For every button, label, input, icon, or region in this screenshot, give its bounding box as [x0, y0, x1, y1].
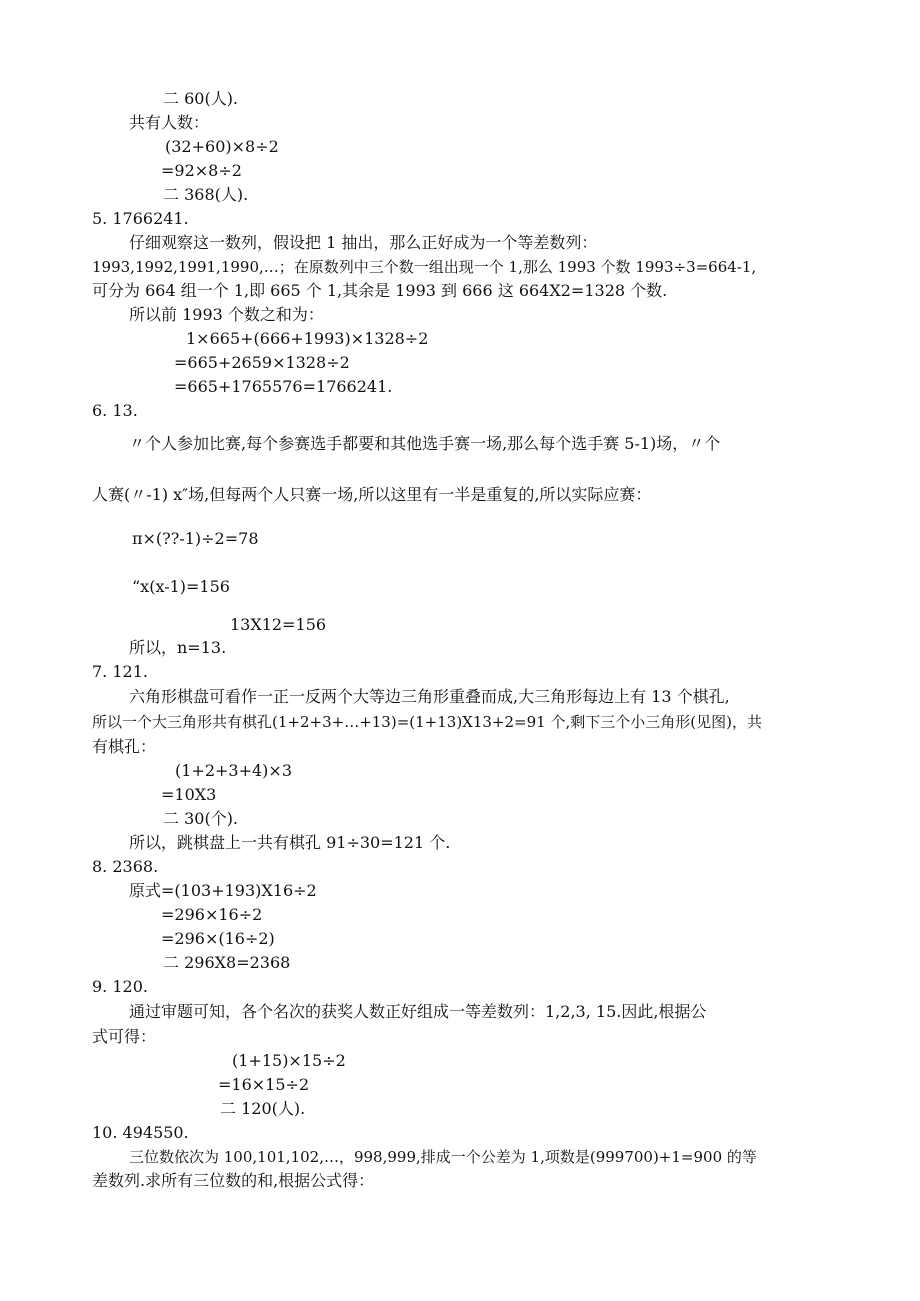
text-line: 有棋孔： — [92, 737, 157, 756]
formula-line: (32+60)×8÷2 — [165, 137, 279, 156]
text-line: 所以，n=13. — [129, 638, 227, 657]
formula-line: =92×8÷2 — [161, 161, 242, 180]
formula-line: =665+2659×1328÷2 — [174, 353, 350, 372]
text-line: 共有人数： — [129, 113, 210, 132]
text-line: 差数列.求所有三位数的和,根据公式得： — [92, 1171, 375, 1190]
text-line: 原式=(103+193)X16÷2 — [129, 881, 317, 900]
formula-line: =296×(16÷2) — [161, 929, 275, 948]
formula-line: 二 30(个). — [163, 809, 239, 828]
answer-heading-10: 10. 494550. — [92, 1123, 189, 1142]
answer-heading-8: 8. 2368. — [92, 857, 159, 876]
formula-line: 二 120(人). — [220, 1099, 306, 1118]
text-line: 所以前 1993 个数之和为： — [129, 305, 324, 324]
text-line: 所以，跳棋盘上一共有棋孔 91÷30=121 个. — [129, 833, 451, 852]
text-line: 所以一个大三角形共有棋孔(1+2+3+…+13)=(1+13)X13+2=91 个,剩下三个小三角形(见图)，共 — [92, 713, 762, 731]
formula-line: =10X3 — [161, 785, 217, 804]
text-line: 二 60(人). — [163, 89, 239, 108]
formula-line: “x(x-1)=156 — [132, 577, 230, 596]
formula-line: 1×665+(666+1993)×1328÷2 — [186, 329, 429, 348]
text-line: 六角形棋盘可看作一正一反两个大等边三角形重叠而成,大三角形每边上有 13 个棋孔, — [129, 687, 730, 706]
answer-heading-6: 6. 13. — [92, 401, 138, 420]
text-line: 仔细观察这一数列，假设把 1 抽出，那么正好成为一个等差数列： — [129, 233, 598, 252]
text-line: 三位数依次为 100,101,102,…，998,999,排成一个公差为 1,项数是(999700)+1=900 的等 — [129, 1148, 757, 1166]
text-line: 式可得： — [92, 1027, 157, 1046]
answer-heading-9: 9. 120. — [92, 977, 148, 996]
answer-heading-7: 7. 121. — [92, 662, 148, 681]
formula-line: 二 368(人). — [163, 185, 249, 204]
formula-line: (1+15)×15÷2 — [232, 1051, 346, 1070]
text-line: 〃个人参加比赛,每个参赛选手都要和其他选手赛一场,那么每个选手赛 5-1)场，〃个 — [129, 434, 721, 453]
answer-heading-5: 5. 1766241. — [92, 209, 189, 228]
text-line: 可分为 664 组一个 1,即 665 个 1,其余是 1993 到 666 这 664X2=1328 个数. — [92, 281, 668, 300]
formula-line: (1+2+3+4)×3 — [175, 761, 293, 780]
formula-line: π×(??-1)÷2=78 — [132, 529, 259, 548]
formula-line: 13X12=156 — [230, 615, 327, 634]
text-line: 人赛(〃-1) x″场,但每两个人只赛一场,所以这里有一半是重复的,所以实际应赛： — [92, 485, 652, 504]
formula-line: =665+1765576=1766241. — [174, 377, 393, 396]
text-line: 1993,1992,1991,1990,…；在原数列中三个数一组出现一个 1,那么 1993 个数 1993÷3=664-1, — [92, 258, 757, 276]
formula-line: 二 296X8=2368 — [163, 953, 291, 972]
formula-line: =16×15÷2 — [218, 1075, 310, 1094]
text-line: 通过审题可知，各个名次的获奖人数正好组成一等差数列：1,2,3, 15.因此,根据公 — [129, 1002, 707, 1021]
formula-line: =296×16÷2 — [161, 905, 263, 924]
